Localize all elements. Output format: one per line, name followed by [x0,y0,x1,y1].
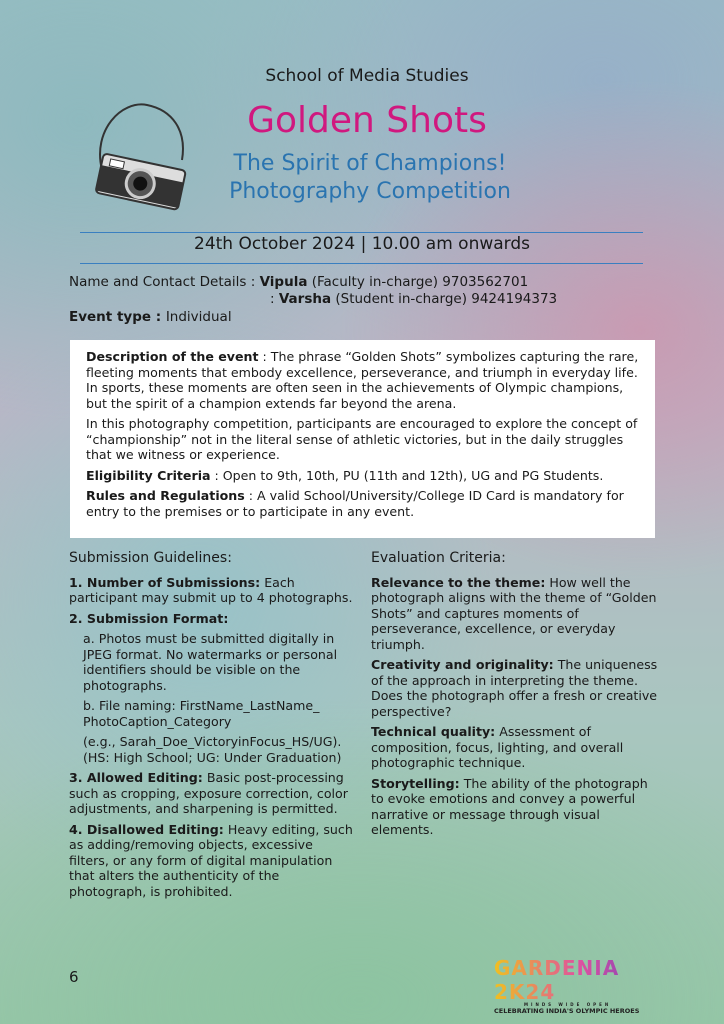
subtitle-line-2: Photography Competition [229,179,511,204]
event-type [69,309,232,325]
event-date: 24th October 2024 | 10.00 am onwards [194,234,530,254]
desc-label: Description of the event [86,349,259,364]
desc-text-2: In this photography competition, participants are encouraged to explore the concept of “championship” not in the literal sense of athletic victories, but in the daily struggles that we witness or experience. [86,416,638,462]
rules-label: Rules and Regulations [86,488,245,503]
criterion-label: Technical quality: [371,724,496,739]
eligibility-text: : Open to 9th, 10th, PU (11th and 12th), UG and PG Students. [210,467,604,483]
logo-subtitle: CELEBRATING INDIA'S OLYMPIC HEROES [494,1007,640,1015]
eligibility-label: Eligibility Criteria [86,467,211,483]
subtitle-line-1: The Spirit of Champions! [233,151,507,176]
contact-detail: (Student in-charge) 9424194373 [331,291,558,307]
criterion-label: Creativity and originality: [371,657,554,672]
guideline-text: Each participant may submit up to 4 photographs. [69,574,353,605]
logo-title: GARDENIA 2K24 [494,956,664,1004]
logo-tagline: MINDS WIDE OPEN [524,1002,612,1007]
evaluation-criteria [371,551,663,843]
criterion-text: How well the photograph aligns with the theme of “Golden Shots” and captures moments of perseverance, excellence, or everyday triumph. [371,574,657,652]
guideline-text: b. File naming: FirstName_LastName_ PhotoCaption_Category [83,698,320,729]
submission-heading: Submission Guidelines: [69,550,232,566]
contact-label: Name and Contact Details [69,274,247,290]
guideline-label: 1. Number of Submissions: [69,574,261,590]
event-subtitle [180,150,560,206]
divider [80,263,643,264]
guideline-text: (e.g., Sarah_Doe_VictoryinFocus_HS/UG). (HS: High School; UG: Under Graduation) [83,734,342,765]
event-type-value: Individual [165,309,232,325]
contact-name: Varsha [278,291,332,307]
event-title: Golden Shots [247,100,487,141]
contact-row-1 [69,274,528,290]
criterion-text: The uniqueness of the approach in interpreting the theme. Does the photograph offer a fresh or creative perspective? [371,657,658,719]
divider [80,232,643,233]
school-name: School of Media Studies [265,66,469,86]
event-type-label: Event type : [69,309,166,325]
page-number: 6 [69,968,79,986]
desc-text: : The phrase “Golden Shots” symbolizes capturing the rare, fleeting moments that embody excellence, perseverance, and triumph in everyday life. In sports, these moments are often seen in the achievements of Olympic champions, but the spirit of a champion extends far beyond the arena. [86,349,639,411]
guideline-text: a. Photos must be submitted digitally in JPEG format. No watermarks or personal identifiers should be visible on the photographs. [83,631,338,693]
criterion-label: Storytelling: [371,775,460,791]
evaluation-heading: Evaluation Criteria: [371,550,506,566]
contact-name: Vipula [259,274,308,290]
guideline-label: 2. Submission Format: [69,610,229,626]
criterion-label: Relevance to the theme: [371,574,546,590]
rules-text: : A valid School/University/College ID Card is mandatory for entry to the premises or to participate in any event. [86,488,624,519]
contact-detail: (Faculty in-charge) 9703562701 [307,274,529,290]
guideline-label: 3. Allowed Editing: [69,770,203,785]
guideline-text: Heavy editing, such as adding/removing objects, excessive filters, or any form of digital manipulation that alters the authenticity of the photograph, is prohibited. [69,821,353,899]
sep: : [246,274,260,290]
criterion-text: The ability of the photograph to evoke emotions and convey a powerful narrative or message through visual elements. [371,775,648,837]
description-box [70,340,655,538]
criterion-text: Assessment of composition, focus, lighting, and overall photographic technique. [371,724,624,770]
contact-row-2 [270,291,557,307]
sep: : [270,291,279,307]
submission-guidelines [69,551,354,904]
guideline-text: Basic post-processing such as cropping, exposure correction, color adjustments, and sharpening is permitted. [69,770,348,816]
guideline-label: 4. Disallowed Editing: [69,821,224,837]
gardenia-logo [494,956,664,1015]
